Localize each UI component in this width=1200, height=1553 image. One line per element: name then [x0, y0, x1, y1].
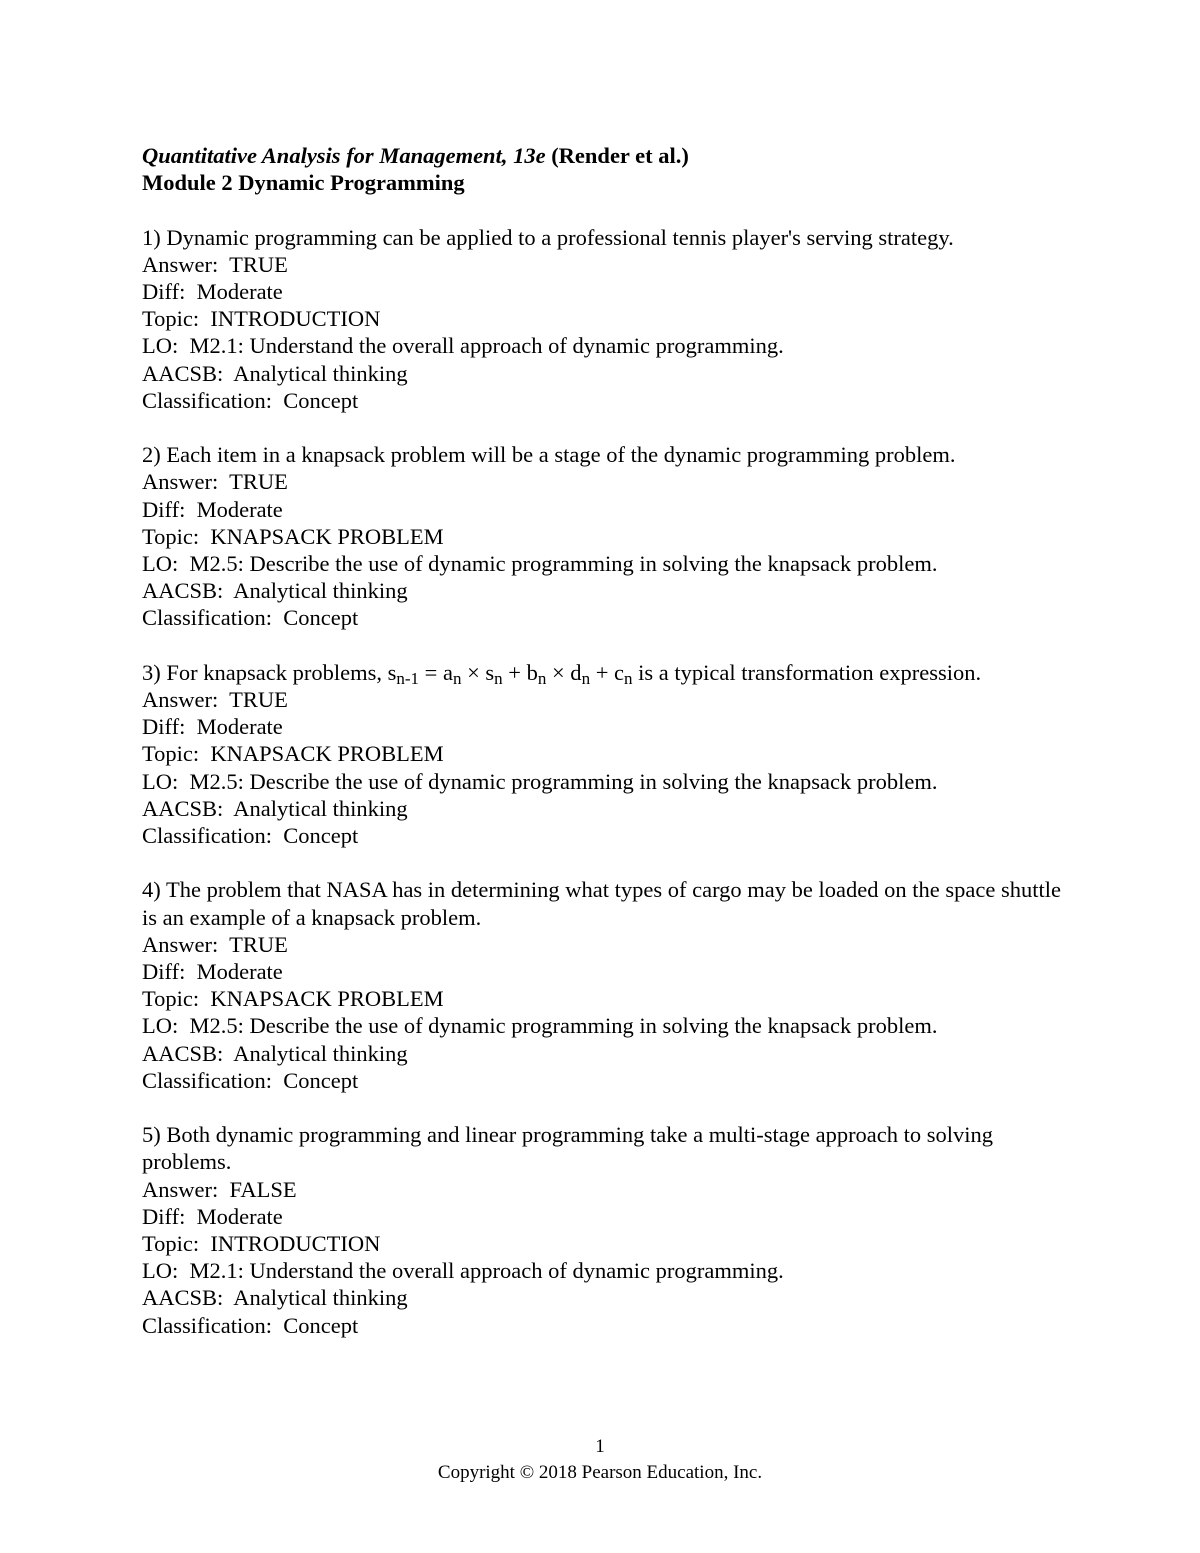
- difficulty-line: Diff: Moderate: [142, 959, 283, 985]
- question-statement: [166, 659, 982, 688]
- classification-line: Classification: Concept: [142, 1312, 359, 1338]
- question-text: [142, 441, 1062, 468]
- aacsb-line: AACSB: Analytical thinking: [142, 1040, 408, 1066]
- learning-objective-line: LO: M2.1: Understand the overall approach of dynamic programming.: [142, 333, 784, 359]
- formula-text: For knapsack problems, s: [166, 659, 397, 685]
- document-content: [142, 142, 1062, 1339]
- question-statement: Both dynamic programming and linear programming take a multi-stage approach to solving problems.: [142, 1122, 994, 1175]
- formula-text: + c: [590, 659, 624, 685]
- difficulty-line: Diff: Moderate: [142, 496, 283, 522]
- answer-line: Answer: TRUE: [142, 469, 288, 495]
- subscript: n: [494, 668, 503, 688]
- learning-objective-line: LO: M2.5: Describe the use of dynamic programming in solving the knapsack problem.: [142, 1013, 938, 1039]
- difficulty-line: Diff: Moderate: [142, 714, 283, 740]
- question-text: [142, 1121, 1062, 1175]
- question-text: [142, 224, 1062, 251]
- question-statement: Dynamic programming can be applied to a professional tennis player's serving strategy.: [166, 224, 954, 250]
- authors: (Render et al.): [551, 143, 689, 168]
- copyright-notice: Copyright © 2018 Pearson Education, Inc.: [437, 1462, 763, 1483]
- formula-text: is a typical transformation expression.: [632, 659, 982, 685]
- page-number: 1: [595, 1436, 605, 1457]
- subscript: n: [624, 668, 633, 688]
- aacsb-line: AACSB: Analytical thinking: [142, 360, 408, 386]
- question-number: 4): [142, 877, 161, 903]
- question-text: [142, 876, 1062, 930]
- subscript: n: [581, 668, 591, 688]
- subscript: n: [452, 668, 462, 688]
- question-number: 2): [142, 442, 161, 468]
- subscript: n: [537, 668, 547, 688]
- answer-line: Answer: FALSE: [142, 1176, 297, 1202]
- question-4: [142, 876, 1062, 1094]
- formula-text: + b: [502, 659, 538, 685]
- answer-line: Answer: TRUE: [142, 931, 288, 957]
- question-5: [142, 1121, 1062, 1339]
- question-3: [142, 659, 1062, 849]
- difficulty-line: Diff: Moderate: [142, 279, 283, 304]
- aacsb-line: AACSB: Analytical thinking: [142, 1285, 408, 1311]
- question-number: 3): [142, 659, 161, 685]
- answer-line: Answer: TRUE: [142, 251, 288, 277]
- classification-line: Classification: Concept: [142, 605, 359, 631]
- learning-objective-line: LO: M2.5: Describe the use of dynamic programming in solving the knapsack problem.: [142, 551, 938, 577]
- aacsb-line: AACSB: Analytical thinking: [142, 795, 408, 821]
- question-text: [142, 659, 1062, 686]
- question-1: [142, 224, 1062, 414]
- book-title: Quantitative Analysis for Management, 13e: [142, 143, 546, 168]
- classification-line: Classification: Concept: [142, 823, 359, 849]
- formula-text: × d: [546, 659, 582, 685]
- topic-line: Topic: INTRODUCTION: [142, 306, 381, 332]
- classification-line: Classification: Concept: [142, 1067, 359, 1093]
- question-statement: Each item in a knapsack problem will be a stage of the dynamic programming problem.: [166, 442, 956, 468]
- question-2: [142, 441, 1062, 631]
- module-title: Module 2 Dynamic Programming: [142, 170, 465, 196]
- classification-line: Classification: Concept: [142, 387, 359, 413]
- question-number: 1): [142, 224, 161, 250]
- topic-line: Topic: KNAPSACK PROBLEM: [142, 986, 444, 1012]
- learning-objective-line: LO: M2.1: Understand the overall approach of dynamic programming.: [142, 1258, 784, 1284]
- topic-line: Topic: KNAPSACK PROBLEM: [142, 741, 444, 767]
- learning-objective-line: LO: M2.5: Describe the use of dynamic programming in solving the knapsack problem.: [142, 768, 938, 794]
- aacsb-line: AACSB: Analytical thinking: [142, 578, 408, 604]
- formula-text: × s: [461, 659, 495, 685]
- subscript: n-1: [396, 668, 420, 688]
- topic-line: Topic: KNAPSACK PROBLEM: [142, 523, 444, 549]
- formula-text: = a: [419, 659, 453, 685]
- topic-line: Topic: INTRODUCTION: [142, 1231, 381, 1257]
- question-number: 5): [142, 1122, 161, 1148]
- question-statement: The problem that NASA has in determining what types of cargo may be loaded on the space shuttle is an example of a knapsack problem.: [142, 877, 1061, 930]
- difficulty-line: Diff: Moderate: [142, 1203, 283, 1229]
- answer-line: Answer: TRUE: [142, 687, 288, 713]
- document-title: [142, 142, 1062, 169]
